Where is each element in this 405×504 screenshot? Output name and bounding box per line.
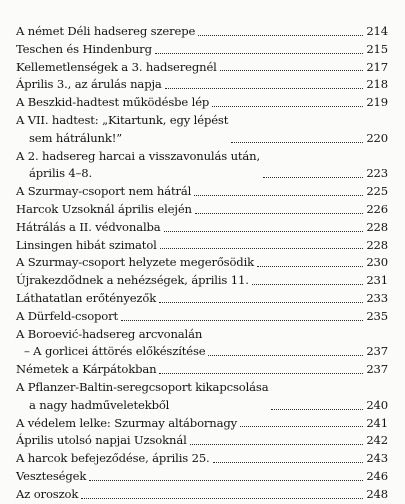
toc-entry-page-number: 228 [366,237,388,252]
toc-entry-page-number: 237 [366,362,388,377]
toc-entry-page-number: 233 [366,290,388,305]
dot-leader [194,195,363,196]
dot-leader [164,231,363,232]
toc-entry-title [16,76,162,94]
dot-leader [257,266,363,267]
toc-entry-title-line: sem hátrálunk!” [29,130,122,145]
toc-entry-title [16,23,195,41]
toc-entry-title-line: A harcok befejeződése, április 25. [16,451,210,466]
toc-entry-title-line: A német Déli hadsereg szerepe [16,24,196,38]
toc-entry [16,59,388,77]
toc-entry-page-number: 217 [366,59,388,74]
toc-entry [16,237,388,255]
toc-entry-page-number: 225 [366,184,388,199]
toc-entry [16,450,388,468]
toc-entry-page-number: 220 [366,130,388,145]
toc-entry-page-number: 214 [366,24,388,38]
toc-entry-title-line: Linsingen hibát szimatol [16,237,157,252]
toc-entry-title [16,326,205,362]
dot-leader [213,462,363,463]
toc-entry-page-number: 240 [366,397,388,412]
toc-entry-title [16,201,192,219]
toc-entry-title-line: A Beszkid-hadtest működésbe lép [16,95,210,110]
toc-entry-page-number: 230 [366,255,388,270]
toc-entry [16,361,388,379]
toc-entry-page-number: 243 [366,451,388,466]
toc-entry-title [16,237,157,255]
toc-entry-page-number: 215 [366,41,388,56]
dot-leader [198,35,363,36]
toc-entry-title [16,361,156,379]
toc-entry-page-number: 241 [366,415,388,430]
dot-leader [263,177,363,178]
toc-entry-title-line: A VII. hadtest: „Kitartunk, egy lépést [16,112,229,127]
toc-entry-title-line: A Dürfeld-csoport [16,308,119,323]
table-of-contents [16,23,388,504]
toc-entry [16,219,388,237]
toc-entry [16,432,388,450]
toc-entry-title-line: Újrakezdődnek a nehézségek, április 11. [16,273,249,288]
toc-entry-title-line: Teschen és Hindenburg [16,41,152,56]
toc-entry [16,468,388,486]
dot-leader [271,409,363,410]
toc-entry-title-line: A Szurmay-csoport helyzete megerősödik [16,255,255,270]
toc-entry-page-number: 246 [366,468,388,483]
toc-entry-page-number: 248 [366,486,388,501]
toc-entry-title [16,379,268,415]
dot-leader [220,70,363,71]
toc-entry-title [16,290,156,308]
toc-entry-title [16,308,118,326]
toc-entry-title-line: Az oroszok [16,486,79,501]
toc-entry-title [16,112,228,148]
toc-entry [16,308,388,326]
toc-entry-title [16,183,191,201]
toc-entry-title-line: Harcok Uzsoknál április elején [16,201,192,216]
toc-entry [16,290,388,308]
toc-entry-title-line: A Boroević-hadsereg arcvonalán [16,326,203,341]
toc-entry-title [16,432,187,450]
toc-entry-title [16,148,260,184]
dot-leader [159,302,363,303]
dot-leader [159,373,363,374]
toc-entry-title [16,415,237,433]
dot-leader [195,213,363,214]
toc-entry-page-number: 223 [366,166,388,181]
toc-entry-title [16,254,254,272]
toc-entry [16,76,388,94]
toc-entry-page-number: 228 [366,219,388,234]
toc-entry [16,23,388,41]
dot-leader [121,320,363,321]
dot-leader [252,284,363,285]
toc-entry [16,183,388,201]
toc-entry-title-line: A védelem lelke: Szurmay altábornagy [16,415,238,430]
toc-entry [16,326,388,362]
toc-entry [16,41,388,59]
dot-leader [212,106,363,107]
toc-entry-title [16,94,209,112]
dot-leader [208,355,363,356]
toc-entry-title [16,468,86,486]
toc-entry-page-number: 218 [366,77,388,92]
dot-leader [160,248,363,249]
toc-entry-title-line: Veszteségek [16,468,87,483]
toc-entry [16,486,388,504]
toc-entry-page-number: 242 [366,433,388,448]
toc-entry-title [16,59,217,77]
toc-entry [16,415,388,433]
toc-entry-title-line: A 2. hadsereg harcai a visszavonulás után, [16,148,261,163]
toc-entry-title-line: Németek a Kárpátokban [16,362,157,377]
toc-entry [16,201,388,219]
toc-entry-title-line: Kellemetlenségek a 3. hadseregnél [16,59,217,74]
toc-entry-title [16,219,161,237]
dot-leader [240,426,363,427]
toc-entry-title [16,450,210,468]
toc-entry [16,379,388,415]
dot-leader [81,498,363,499]
toc-entry-title-line: a nagy hadműveletekből [29,397,170,412]
toc-entry-page-number: 237 [366,344,388,359]
toc-entry-page-number: 219 [366,95,388,110]
toc-entry-title [16,41,152,59]
toc-entry-title [16,486,78,504]
toc-entry-title-line: Április 3., az árulás napja [16,77,162,92]
toc-entry-page-number: 231 [366,273,388,288]
toc-entry-page-number: 226 [366,201,388,216]
toc-entry-page-number: 235 [366,308,388,323]
dot-leader [165,88,363,89]
toc-entry [16,272,388,290]
toc-entry-title-line: Hátrálás a II. védvonalba [16,219,161,234]
toc-entry [16,254,388,272]
toc-entry [16,148,388,184]
toc-entry [16,112,388,148]
toc-entry-title-line: Láthatatlan erőtényezők [16,290,157,305]
toc-entry-title-line: A Pflanzer-Baltin-seregcsoport kikapcsolása [16,379,269,394]
toc-entry-title-line: Április utolsó napjai Uzsoknál [16,433,187,448]
toc-entry-title-line: április 4–8. [29,166,93,181]
toc-entry [16,94,388,112]
dot-leader [190,444,363,445]
toc-entry-title [16,272,249,290]
dot-leader [231,142,363,143]
toc-entry-title-line: A Szurmay-csoport nem hátrál [16,184,192,199]
dot-leader [155,53,363,54]
toc-entry-title-line: – A gorlicei áttörés előkészítése [24,344,206,359]
